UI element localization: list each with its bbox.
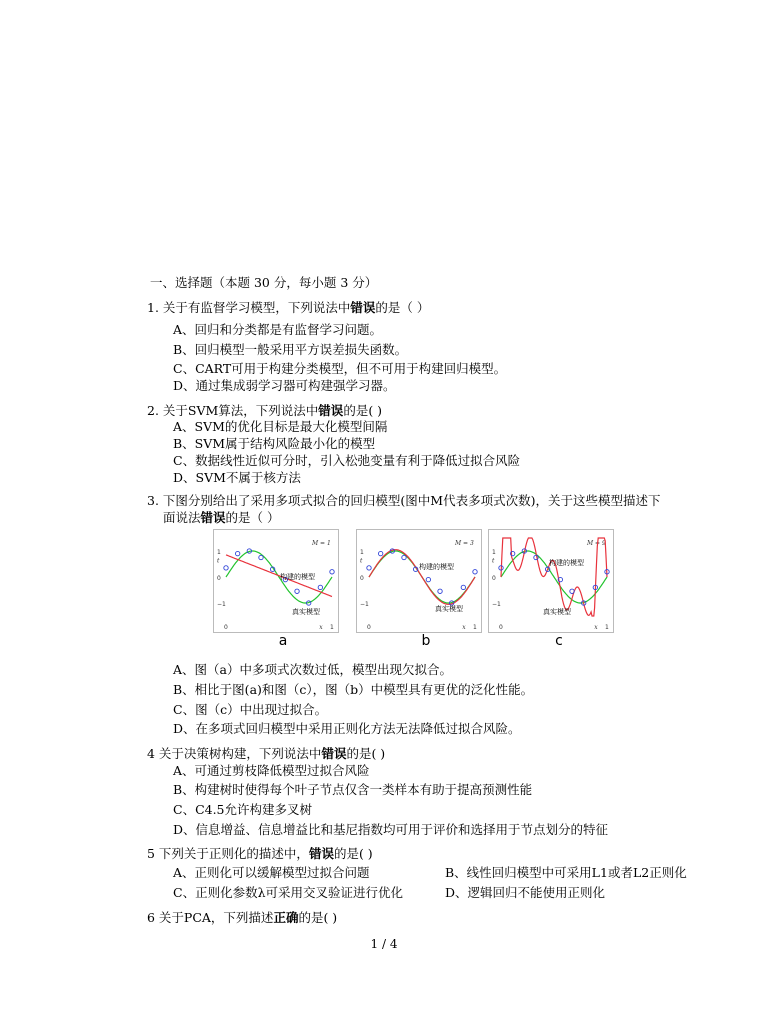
q3-option-d: D、在多项式回归模型中采用正则化方法无法降低过拟合风险。	[173, 721, 521, 736]
question-6-stem: 6 关于PCA，下列描述正确的是( )	[147, 910, 338, 925]
q1-option-d: D、通过集成弱学习器可构建强学习器。	[173, 378, 396, 393]
q1-option-c: C、CART可用于构建分类模型，但不可用于构建回归模型。	[173, 361, 507, 376]
figure-panel-a	[213, 529, 339, 633]
fitted-model-curve	[226, 555, 332, 597]
q2-option-a: A、SVM的优化目标是最大化模型间隔	[173, 419, 388, 434]
data-point	[259, 555, 263, 559]
question-1-stem: 1. 关于有监督学习模型，下列说法中错误的是（ ）	[147, 300, 430, 315]
q2-option-d: D、SVM不属于核方法	[173, 470, 301, 485]
question-4-stem: 4 关于决策树构建，下列说法中错误的是( )	[147, 746, 386, 761]
data-point	[224, 566, 228, 570]
x-axis-label: x	[462, 624, 466, 631]
model-order-label: M = 1	[312, 540, 331, 547]
data-point	[570, 589, 574, 593]
x-tick-label: 0	[367, 624, 371, 631]
figure-plot-a	[214, 530, 338, 632]
y-axis-label: t	[360, 557, 363, 565]
q5-option-d: D、逻辑回归不能使用正则化	[445, 885, 606, 900]
q4-option-a: A、可通过剪枝降低模型过拟合风险	[173, 763, 370, 778]
data-point	[318, 585, 322, 589]
q2-option-b: B、SVM属于结构风险最小化的模型	[173, 436, 376, 451]
data-point	[461, 585, 465, 589]
x-tick-label: 1	[473, 624, 477, 631]
x-axis-label: x	[594, 624, 598, 631]
fitted-model-label: 构建的模型	[419, 563, 454, 571]
y-tick-label: 1	[360, 549, 364, 556]
data-point	[438, 589, 442, 593]
q4-option-d: D、信息增益、信息增益比和基尼指数均可用于评价和选择用于节点划分的特征	[173, 822, 609, 837]
figure-label-a: a	[278, 633, 288, 649]
y-tick-label: 0	[492, 575, 496, 582]
true-model-label: 真实模型	[292, 608, 320, 616]
question-3-stem-line2: 面说法错误的是（ ）	[163, 510, 280, 525]
data-point	[367, 566, 371, 570]
data-point	[402, 555, 406, 559]
y-tick-label: 0	[217, 575, 221, 582]
question-2-stem: 2. 关于SVM算法，下列说法中错误的是( )	[147, 403, 383, 418]
true-model-label: 真实模型	[435, 605, 463, 613]
x-axis-label: x	[319, 624, 323, 631]
question-3-stem: 3. 下图分别给出了采用多项式拟合的回归模型(图中M代表多项式次数)，关于这些模型描述下	[147, 493, 661, 508]
figure-plot-b	[357, 530, 481, 632]
x-tick-label: 0	[499, 624, 503, 631]
y-tick-label: 1	[217, 549, 221, 556]
figure-label-b: b	[421, 633, 431, 649]
model-order-label: M = 3	[455, 540, 474, 547]
q3-option-a: A、图（a）中多项式次数过低，模型出现欠拟合。	[173, 662, 452, 677]
q1-option-a: A、回归和分类都是有监督学习问题。	[173, 322, 383, 337]
fitted-model-label: 构建的模型	[280, 573, 315, 581]
y-tick-label: 1	[492, 549, 496, 556]
model-order-label: M = 9	[587, 540, 606, 547]
figure-plot-c	[489, 530, 613, 632]
data-point	[426, 577, 430, 581]
y-axis-label: t	[492, 557, 495, 565]
section-header: 一、选择题（本题 30 分，每小题 3 分）	[150, 275, 378, 290]
y-tick-label: −1	[217, 601, 226, 608]
question-5-stem: 5 下列关于正则化的描述中，错误的是( )	[147, 846, 373, 861]
q5-option-b: B、线性回归模型中可采用L1或者L2正则化	[445, 865, 687, 880]
x-tick-label: 0	[224, 624, 228, 631]
figure-label-c: c	[555, 633, 563, 649]
q4-option-c: C、C4.5允许构建多叉树	[173, 802, 313, 817]
data-point	[473, 570, 477, 574]
data-point	[330, 570, 334, 574]
true-model-curve	[226, 551, 332, 603]
figure-panel-b	[356, 529, 482, 633]
data-point	[235, 551, 239, 555]
fitted-model-label: 构建的模型	[549, 559, 584, 567]
fitted-model-curve	[369, 550, 475, 605]
y-tick-label: −1	[360, 601, 369, 608]
y-axis-label: t	[217, 557, 220, 565]
figure-panel-c	[488, 529, 614, 633]
page-number: 1 / 4	[370, 937, 398, 951]
true-model-label: 真实模型	[543, 608, 571, 616]
q2-option-c: C、数据线性近似可分时，引入松弛变量有利于降低过拟合风险	[173, 453, 521, 468]
q1-option-b: B、回归模型一般采用平方误差损失函数。	[173, 342, 408, 357]
y-tick-label: 0	[360, 575, 364, 582]
q4-option-b: B、构建树时使得每个叶子节点仅含一类样本有助于提高预测性能	[173, 782, 533, 797]
q3-option-c: C、图（c）中出现过拟合。	[173, 702, 328, 717]
q5-option-c: C、正则化参数λ可采用交叉验证进行优化	[173, 885, 403, 900]
data-point	[378, 551, 382, 555]
x-tick-label: 1	[605, 624, 609, 631]
y-tick-label: −1	[492, 601, 501, 608]
q3-option-b: B、相比于图(a)和图（c），图（b）中模型具有更优的泛化性能。	[173, 682, 534, 697]
q5-option-a: A、正则化可以缓解模型过拟合问题	[173, 865, 370, 880]
x-tick-label: 1	[330, 624, 334, 631]
data-point	[295, 589, 299, 593]
